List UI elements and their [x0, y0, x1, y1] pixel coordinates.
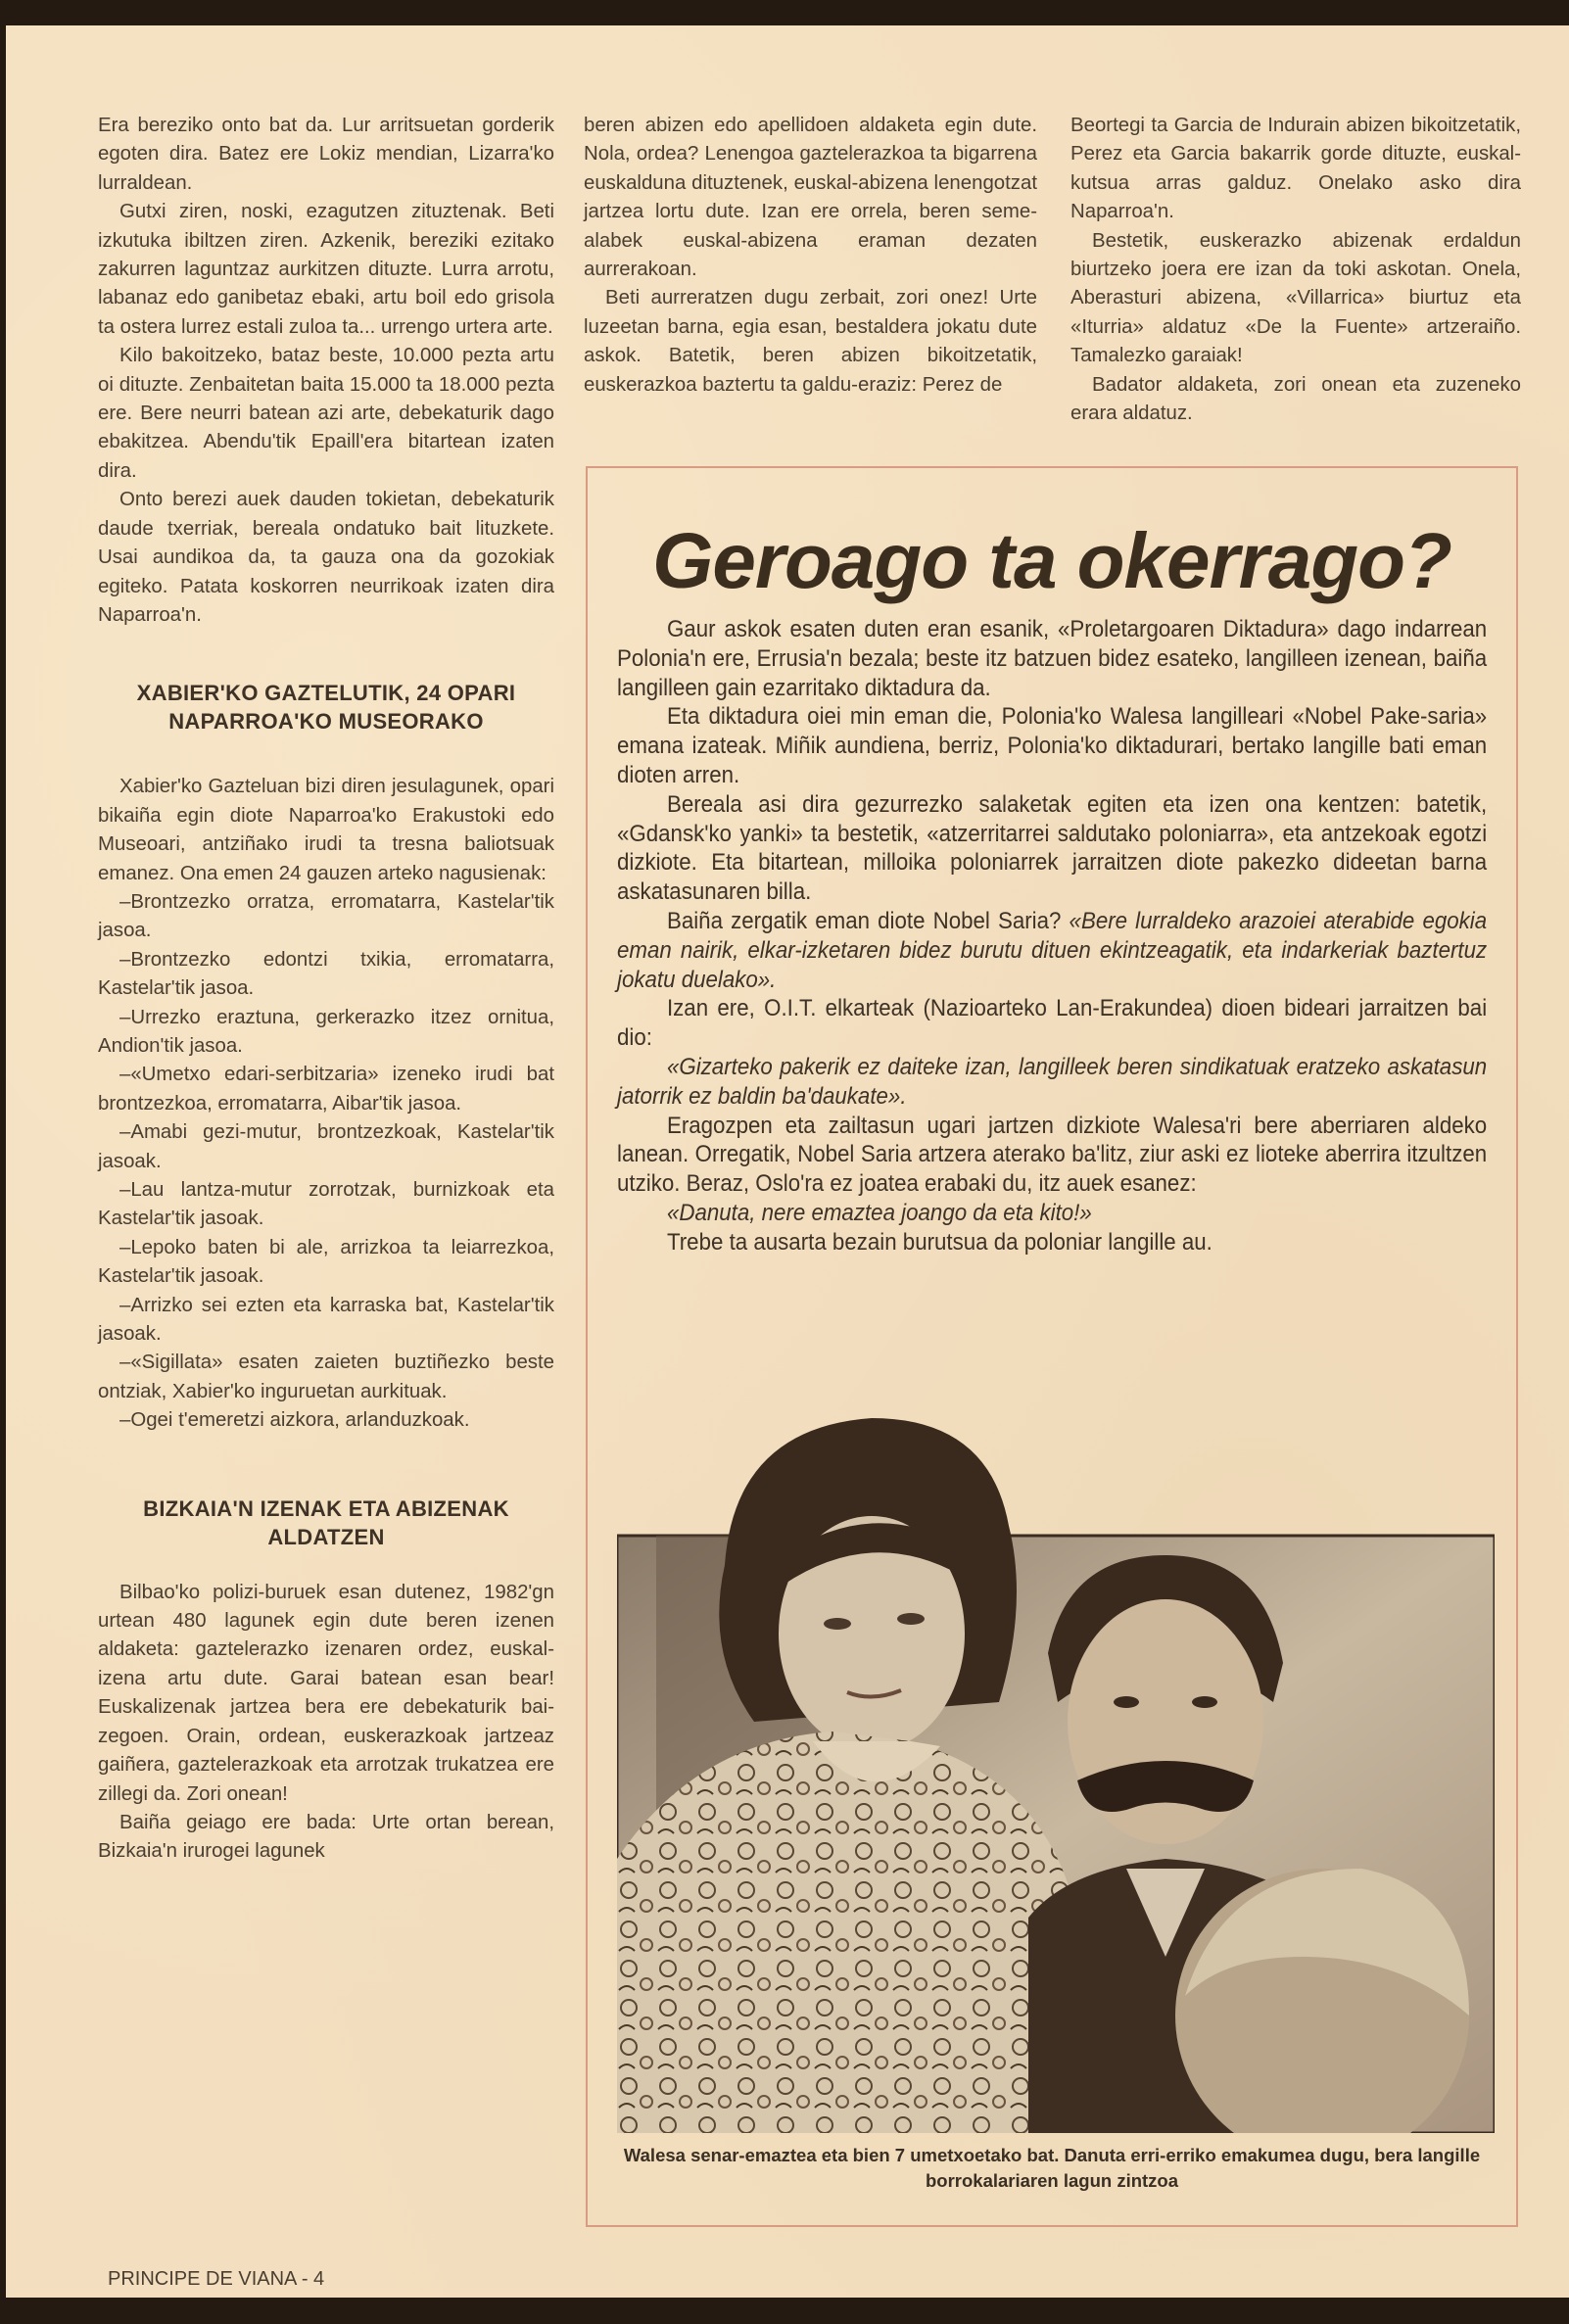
list-item: –Amabi gezi-mutur, brontzezkoak, Kastelar'tik jasoak.: [98, 1121, 554, 1172]
list-item: –Urrezko eraztuna, gerkerazko itzez ornitua, Andion'tik jasoa.: [98, 1006, 554, 1057]
magazine-page: [6, 25, 1569, 2298]
column-1: [98, 112, 554, 1867]
paragraph: [617, 907, 1487, 994]
list-item: –«Umetxo edari-serbitzaria» izeneko irudi bat brontzezkoa, erromatarra, Aibar'tik jasoa.: [98, 1064, 554, 1115]
column-3: [1070, 112, 1521, 428]
list-item: –Brontzezko orratza, erromatarra, Kastelar'tik jasoa.: [98, 890, 554, 942]
article-body: [617, 615, 1487, 1257]
list-item: –Ogei t'emeretzi aizkora, arlanduzkoak.: [119, 1409, 470, 1432]
paragraph: Eta diktadura oiei min eman die, Polonia'ko Walesa langilleari «Nobel Pake-saria» emana izateak. Miñik aundiena, berriz, Polonia'ko diktadurari, bertako langille bati eman dioten arren.: [617, 703, 1488, 788]
paragraph: beren abizen edo apellidoen aldaketa egin dute. Nola, ordea? Lenengoa gaztelerazkoa ta bigarrena euskalduna dituztenek, euskal-abizena lenengotzat jartzea lortu dute. Izan ere orrela, beren seme-alabek euskal-abizena eraman dezaten aurrerakoan.: [584, 115, 1037, 281]
section-heading-xabier: XABIER'KO GAZTELUTIK, 24 OPARI NAPARROA'KO MUSEORAKO: [136, 681, 516, 735]
paragraph: Beti aurreratzen dugu zerbait, zori onez! Urte luzeetan barna, egia esan, bestaldera jokatu dute askok. Batetik, beren abizen bikoitzetatik, euskerazkoa baztertu ta galdu-eraziz: Perez de: [584, 287, 1037, 396]
quote: «Gizarteko pakerik ez daiteke izan, langilleek beren sindikatuak eratzeko askatasun jatorrik ez baldin ba'daukate».: [617, 1053, 1488, 1110]
paragraph: Bilbao'ko polizi-buruek esan dutenez, 1982'gn urtean 480 lagunek egin dute beren izenen aldaketa: gaztelerazko izenaren ordez, euskal-izena artu dute. Garai batean esan bear! Euskalizenak jartzea bera ere debekaturik bai-zegoen. Orain, ordean, euskerazkoak jartzeaz gaiñera, gaztelerazkoak eta arrotzak trukatzea ere zillegi da. Zori onean!: [98, 1581, 554, 1805]
paragraph: Kilo bakoitzeko, bataz beste, 10.000 pezta artu oi dituzte. Zenbaitetan baita 15.000 ta 18.000 pezta ere. Bere neurri batean azi arte, debekaturik dago ebakitzea. Abendu'tik Epaill'era bitartean izaten dira.: [98, 345, 554, 482]
paragraph: Bereala asi dira gezurrezko salaketak egiten eta izen ona kentzen: batetik, «Gdansk'ko yanki» ta bestetik, «atzerritarrei saldutako poloniarra», eta antzekoak egotzi dizkiote. Eta bitartean, milloika poloniarrek jarraitzen diote pakezko dideetan barna askatasunaren billa.: [617, 790, 1488, 906]
paragraph: Onto berezi auek dauden tokietan, debekaturik daude txerriak, bereala ondatuko bait lituzkete. Usai aundikoa da, ta gauza ona da gozokiak egiteko. Patata koskorren neurrikoak izaten dira Naparroa'n.: [98, 489, 554, 626]
boxed-article: [586, 466, 1518, 2227]
list-item: –Brontzezko edontzi txikia, erromatarra, Kastelar'tik jasoa.: [98, 948, 554, 1000]
article-title: Geroago ta okerrago?: [652, 517, 1451, 604]
paragraph: Gaur askok esaten duten eran esanik, «Proletargoaren Diktadura» dago indarrean Polonia'n ere, Errusia'n bezala; beste itz batzuen bidez esateko, langilleen izenean, baiña langilleen gain ezarritako diktadura da.: [617, 616, 1488, 701]
section-heading-bizkaia: BIZKAIA'N IZENAK ETA ABIZENAK ALDATZEN: [143, 1495, 509, 1549]
paragraph: Gutxi ziren, noski, ezagutzen zituztenak. Beti izkutuka ibiltzen ziren. Azkenik, bereziki ezitako zakurren laguntzaz aurkitzen dituzte. Lurra arrotu, labanaz edo ganibetaz ebaki, artu boil edo grisola ta ostera lurrez estali zuloa ta... urrengo urtera arte.: [98, 201, 554, 338]
photo: [617, 1408, 1495, 2133]
paragraph: Trebe ta ausarta bezain burutsua da poloniar langille au.: [666, 1228, 1212, 1256]
list-item: –Lau lantza-mutur zorrotzak, burnizkoak eta Kastelar'tik jasoak.: [98, 1179, 554, 1230]
paragraph: Badator aldaketa, zori onean eta zuzeneko erara aldatuz.: [1070, 373, 1521, 425]
quote-text: «Bere lurraldeko arazoiei aterabide egokia eman nairik, elkar-izketaren bidez burutu dituen ekintzeagatik, eta indarkeriak baztertuz jokatu duelako».: [617, 907, 1488, 993]
paragraph: Izan ere, O.I.T. elkarteak (Nazioarteko Lan-Erakundea) dioen bideari jarraitzen bai dio:: [617, 995, 1488, 1052]
paragraph: Era bereziko onto bat da. Lur arritsuetan gorderik egoten dira. Batez ere Lokiz mendian, Lizarra'ko lurraldean.: [98, 115, 554, 194]
family-photo-icon: [617, 1408, 1495, 2133]
paragraph: Bestetik, euskerazko abizenak erdaldun biurtzeko joera ere izan da toki askotan. Onela, Aberasturi abizena, «Villarrica» biurtuz eta «Iturria» aldatuz «De la Fuente» artzeraiño. Tamalezko garaiak!: [1070, 229, 1521, 367]
quote: «Danuta, nere emaztea joango da eta kito!»: [666, 1199, 1092, 1226]
photo-caption: Walesa senar-emaztea eta bien 7 umetxoetako bat. Danuta erri-erriko emakumea dugu, bera langille borrokalariaren lagun zintzoa: [623, 2145, 1481, 2191]
paragraph: Eragozpen eta zailtasun ugari jartzen dizkiote Walesa'ri bere aberriaren aldeko lanean. Orregatik, Nobel Saria artzera aterako ba'litz, ziur aski ez lioteke aberrira itzultzen utziko. Beraz, Oslo'ra ez joatea erabaki du, itz auek esanez:: [617, 1112, 1488, 1198]
column-2: [584, 112, 1037, 400]
list-item: –Lepoko baten bi ale, arrizkoa ta leiarrezkoa, Kastelar'tik jasoak.: [98, 1236, 554, 1288]
paragraph: Beortegi ta Garcia de Indurain abizen bikoitzetatik, Perez eta Garcia bakarrik gorde dituzte, euskal-kutsua arras galduz. Onelako asko dira Naparroa'n.: [1070, 115, 1521, 223]
list-item: –Arrizko sei ezten eta karraska bat, Kastelar'tik jasoak.: [98, 1294, 554, 1346]
page-footer: PRINCIPE DE VIANA - 4: [108, 2268, 325, 2290]
list-item: –«Sigillata» esaten zaieten buztiñezko beste ontziak, Xabier'ko inguruetan aurkituak.: [98, 1352, 554, 1402]
paragraph: Baiña geiago ere bada: Urte ortan berean, Bizkaia'n irurogei lagunek: [98, 1811, 554, 1863]
paragraph-text: Baiña zergatik eman diote Nobel Saria?: [666, 907, 1070, 934]
paragraph: Xabier'ko Gazteluan bizi diren jesulagunek, opari bikaiña egin diote Naparroa'ko Erakustoki edo Museoari, antziñako irudi ta tresna baliotsuak emanez. Ona emen 24 gauzen arteko nagusienak:: [98, 776, 554, 884]
